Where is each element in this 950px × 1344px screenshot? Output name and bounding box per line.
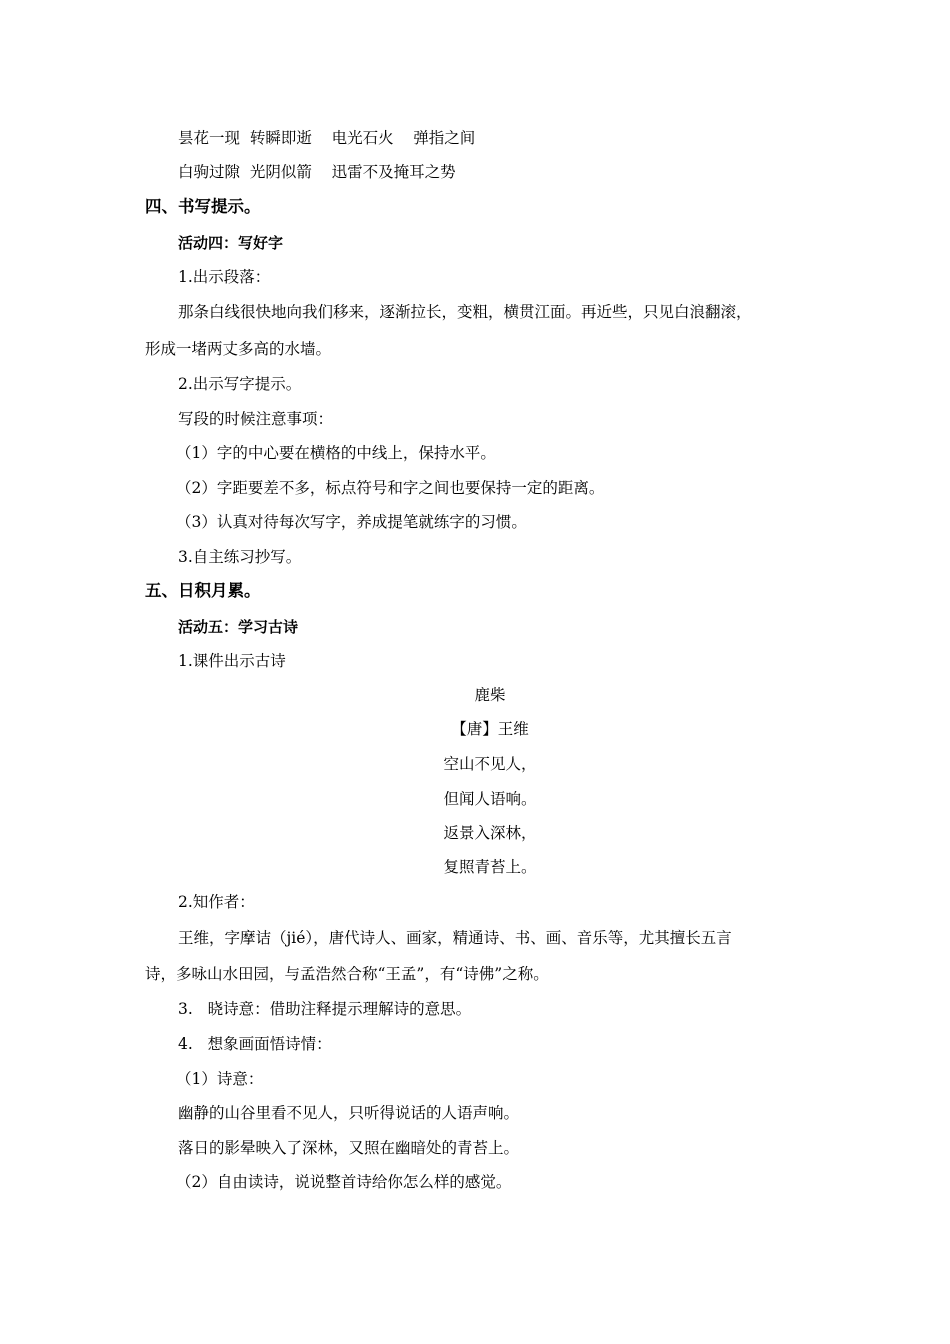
list-item: 3. 晓诗意：借助注释提示理解诗的意思。 [178, 1000, 472, 1018]
poem-line: 空山不见人， [443, 755, 537, 773]
poem-line: 但闻人语响。 [443, 790, 537, 808]
paragraph-line: 形成一堵两丈多高的水墙。 [145, 340, 332, 358]
poem-title: 鹿柴 [474, 686, 506, 704]
sub-item: （1）诗意： [176, 1070, 264, 1088]
list-item: 2.知作者： [178, 893, 255, 911]
list-item: 2.出示写字提示。 [178, 375, 302, 393]
tips-intro: 写段的时候注意事项： [178, 410, 334, 428]
poem-meaning-line: 落日的影晕映入了深林，又照在幽暗处的青苔上。 [178, 1139, 520, 1157]
idioms-line-2: 白驹过隙 光阴似箭 迅雷不及掩耳之势 [178, 163, 456, 181]
paragraph-line: 那条白线很快地向我们移来，逐渐拉长，变粗，横贯江面。再近些，只见白浪翻滚， [178, 303, 752, 321]
poem-author: 【唐】王维 [451, 720, 529, 738]
poem-meaning-line: 幽静的山谷里看不见人，只听得说话的人语声响。 [178, 1104, 520, 1122]
section-heading-4: 四、书写提示。 [145, 197, 261, 216]
list-item: 4. 想象画面悟诗情： [178, 1035, 332, 1053]
list-item: 1.出示段落： [178, 268, 271, 286]
activity-5-title: 活动五：学习古诗 [178, 618, 299, 636]
idioms-line-1: 昙花一现 转瞬即逝 电光石火 弹指之间 [178, 129, 476, 147]
poem-line: 返景入深林， [443, 824, 537, 842]
section-heading-5: 五、日积月累。 [145, 581, 261, 600]
tip-item: （2）字距要差不多，标点符号和字之间也要保持一定的距离。 [176, 479, 605, 497]
activity-4-title: 活动四：写好字 [178, 234, 284, 252]
tip-item: （1）字的中心要在横格的中线上，保持水平。 [176, 444, 496, 462]
poem-line: 复照青苔上。 [443, 858, 537, 876]
tip-item: （3）认真对待每次写字，养成提笔就练字的习惯。 [176, 513, 527, 531]
paragraph-line: 诗，多咏山水田园，与孟浩然合称“王孟”，有“诗佛”之称。 [145, 965, 549, 983]
list-item: 1.课件出示古诗 [178, 652, 286, 670]
list-item: 3.自主练习抄写。 [178, 548, 302, 566]
sub-item: （2）自由读诗，说说整首诗给你怎么样的感觉。 [176, 1173, 512, 1191]
paragraph-line: 王维，字摩诘（jié），唐代诗人、画家，精通诗、书、画、音乐等，尤其擅长五言 [178, 929, 732, 947]
